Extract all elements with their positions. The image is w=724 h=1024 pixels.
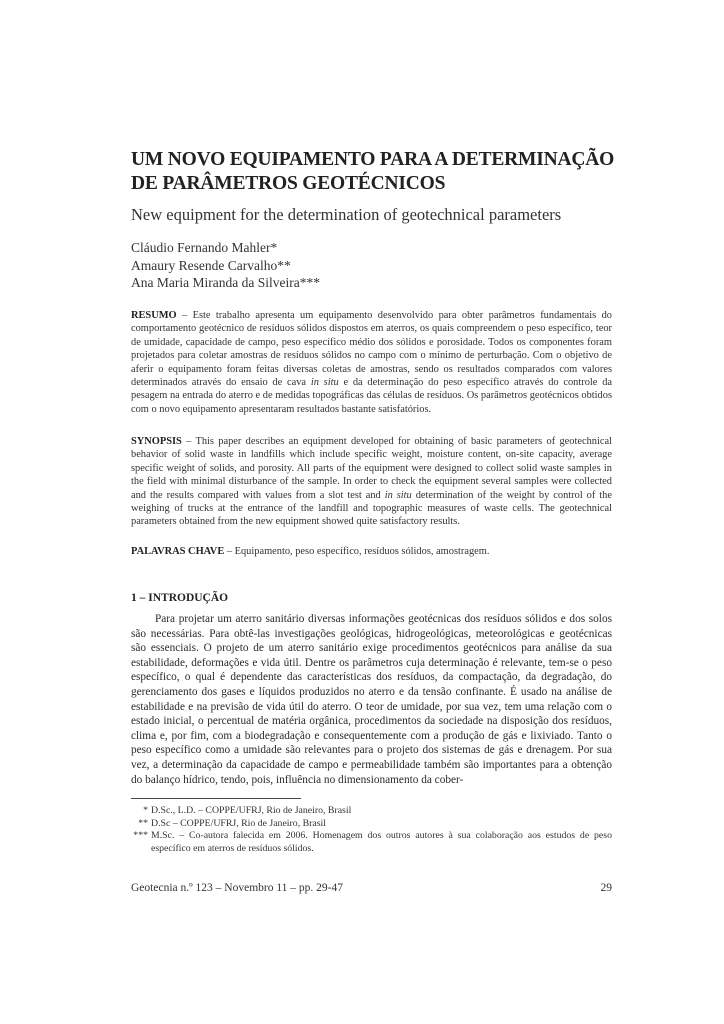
footnote-3 bbox=[131, 830, 612, 855]
author-1: Cláudio Fernando Mahler* bbox=[131, 240, 278, 255]
resumo-label: RESUMO bbox=[131, 310, 177, 321]
article-title bbox=[131, 148, 631, 196]
synopsis-text-1: – This paper describes an equipment developed for obtaining of basic parameters of geotechnical behavior of solid waste in landfills which include specific weight, moisture content, on-site capacity, average specific weight of solids, and porosity. All parts of the equipment were designed to collect solid waste samples in the field with minimal disturbance of the sample. In order to check the equipment several samples were collected and the results compared with values from a slot test and bbox=[131, 436, 612, 501]
author-3: Ana Maria Miranda da Silveira*** bbox=[131, 275, 320, 290]
footnote-mark: *** bbox=[133, 830, 148, 842]
footnote-mark: ** bbox=[138, 817, 148, 829]
keywords-text: – Equipamento, peso específico, resíduos sólidos, amostragem. bbox=[224, 546, 490, 557]
footnote-text: D.Sc – COPPE/UFRJ, Rio de Janeiro, Brasil bbox=[151, 817, 326, 829]
author-2: Amaury Resende Carvalho** bbox=[131, 257, 291, 273]
footnote-mark: * bbox=[143, 805, 148, 816]
resumo-text-2: e da determinação do peso específico através do controle da pesagem na entrada do aterro e de medidas topográficas das células de resíduos. Os parâmetros geotécnicos obtidos com o novo equipamento apresentaram resultados bastante satisfatórios. bbox=[131, 377, 612, 415]
footnote-text: M.Sc. – Co-autora falecida em 2006. Homenagem dos outros autores à sua colaboração aos estudos de peso específico em aterros de resíduos sólidos. bbox=[151, 830, 612, 854]
synopsis-text-2: determination of the weight by control of the weighing of trucks at the entrance of the landfill and topographic measures of waste cells. The geotechnical parameters obtained from the new equipment showed quite satisfactory results. bbox=[131, 489, 612, 528]
footnotes bbox=[131, 805, 612, 855]
synopsis-label: SYNOPSIS bbox=[131, 436, 182, 447]
footnote-1 bbox=[131, 805, 612, 818]
section-heading: 1 – INTRODUÇÃO bbox=[131, 592, 229, 604]
keywords-label: PALAVRAS CHAVE bbox=[131, 546, 225, 557]
journal-citation: Geotecnia n.º 123 – Novembro 11 – pp. 29-47 bbox=[131, 882, 344, 894]
resumo-abstract bbox=[131, 309, 612, 416]
synopsis-abstract bbox=[131, 435, 612, 529]
article-subtitle: New equipment for the determination of geotechnical parameters bbox=[131, 205, 562, 224]
page-number: 29 bbox=[600, 882, 612, 894]
intro-paragraph: Para projetar um aterro sanitário diversas informações geotécnicas dos resíduos sólidos e dos solos são necessárias. Para obtê-las investigações geológicas, hidrogeológicas, meteorológicas e geotécnicas são essenciais. O projeto de um aterro sanitário exige procedimentos geotécnicos para análise da sua estabilidade, deformações e vida útil. Dentre os parâmetros cuja determinação é relevante, tem-se o peso específico, o qual é dependente das características dos resíduos, da compactação, da degradação, do gerenciamento dos gases e líquidos produzidos no aterro e da tensão confinante. É usado na análise de estabilidade e na previsão de vida útil do aterro. O teor de umidade, por sua vez, tem uma relação com o estado inicial, o percentual de matéria orgânica, procedimentos da sociedade na disposição dos resíduos, clima e, por fim, com a biodegradação e consequentemente com a produção de gás e lixiviado. Tanto o peso específico como a umidade são relevantes para o projeto dos sistemas de gás e drenagem. Por sua vez, a determinação da capacidade de campo e permeabilidade também são importantes para a obtenção do balanço hídrico, tendo, pois, influência no dimensionamento da cober- bbox=[131, 613, 612, 786]
footnote-divider bbox=[131, 798, 301, 799]
resumo-text-1: – Este trabalho apresenta um equipamento desenvolvido para obter parâmetros fundamentais do comportamento geotécnico de resíduos sólidos dispostos em aterros, os quais compreendem o peso específico, teor de umidade, capacidade de campo, peso específico médio dos sólidos e porosidade. Todos os componentes foram projetados para coletar amostras de resíduos sólidos no campo com o mínimo de perturbação. Com o objetivo de aferir o equipamento foram feitas diversas coletas de amostras, sendo os resultados comparados com valores determinados através do ensaio de cava bbox=[131, 310, 612, 389]
footnote-2 bbox=[131, 818, 612, 831]
page-footer bbox=[131, 882, 612, 894]
synopsis-italic: in situ bbox=[384, 489, 412, 501]
title-line-1: UM NOVO EQUIPAMENTO PARA A DETERMINAÇÃO bbox=[131, 149, 615, 170]
keywords bbox=[131, 545, 612, 558]
resumo-italic: in situ bbox=[310, 377, 339, 389]
footnote-text: D.Sc., L.D. – COPPE/UFRJ, Rio de Janeiro, Brasil bbox=[151, 805, 352, 816]
title-line-2: DE PARÂMETROS GEOTÉCNICOS bbox=[131, 173, 446, 194]
author-list bbox=[131, 239, 611, 292]
